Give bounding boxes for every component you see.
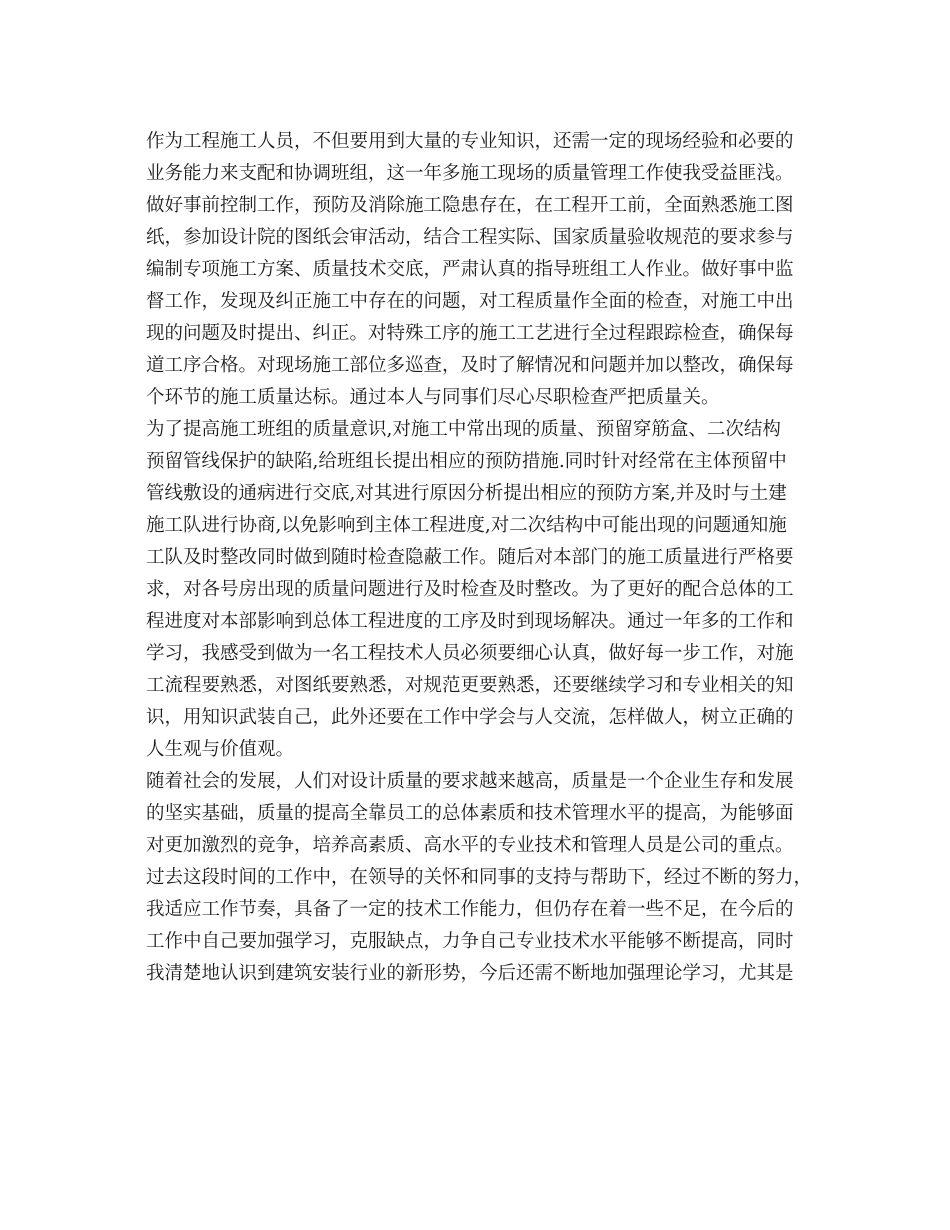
text-line: 编制专项施工方案、质量技术交底，严肃认真的指导班组工人作业。做好事中监 (146, 259, 794, 280)
text-line: 施工队进行协商,以免影响到主体工程进度,对二次结构中可能出现的问题通知施 (146, 515, 787, 536)
text-line: 求，对各号房出现的质量问题进行及时检查及时整改。为了更好的配合总体的工 (146, 579, 794, 600)
text-line: 对更加激烈的竞争，培养高素质、高水平的专业技术和管理人员是公司的重点。 (146, 835, 794, 856)
text-line: 工队及时整改同时做到随时检查隐蔽工作。随后对本部门的施工质量进行严格要 (146, 547, 794, 568)
text-line: 道工序合格。对现场施工部位多巡查，及时了解情况和问题并加以整改，确保每 (146, 355, 794, 376)
text-line: 我适应工作节奏，具备了一定的技术工作能力，但仍存在着一些不足，在今后的 (146, 899, 794, 920)
text-line: 作为工程施工人员，不但要用到大量的专业知识，还需一定的现场经验和必要的 (146, 131, 794, 152)
text-line: 业务能力来支配和协调班组，这一年多施工现场的质量管理工作使我受益匪浅。 (146, 163, 794, 184)
paragraph-1 (146, 126, 806, 190)
paragraph-2 (146, 190, 806, 414)
text-line: 程进度对本部影响到总体工程进度的工序及时到现场解决。通过一年多的工作和 (146, 611, 794, 632)
text-line: 个环节的施工质量达标。通过本人与同事们尽心尽职检查严把质量关。 (146, 387, 720, 408)
text-line: 过去这段时间的工作中，在领导的关怀和同事的支持与帮助下，经过不断的努力， (146, 867, 813, 888)
text-line: 工流程要熟悉，对图纸要熟悉，对规范更要熟悉，还要继续学习和专业相关的知 (146, 675, 794, 696)
paragraph-5 (146, 862, 813, 990)
text-line: 学习，我感受到做为一名工程技术人员必须要细心认真，做好每一步工作，对施 (146, 643, 794, 664)
text-line: 预留管线保护的缺陷,给班组长提出相应的预防措施.同时针对经常在主体预留中 (146, 451, 787, 472)
text-line: 工作中自己要加强学习，克服缺点，力争自己专业技术水平能够不断提高，同时 (146, 931, 794, 952)
text-line: 做好事前控制工作，预防及消除施工隐患存在，在工程开工前，全面熟悉施工图 (146, 195, 794, 216)
document-body (146, 126, 813, 990)
paragraph-4 (146, 766, 806, 862)
text-line: 管线敷设的通病进行交底,对其进行原因分析提出相应的预防方案,并及时与土建 (146, 483, 787, 504)
text-line: 现的问题及时提出、纠正。对特殊工序的施工工艺进行全过程跟踪检查，确保每 (146, 323, 794, 344)
text-line: 的坚实基础，质量的提高全靠员工的总体素质和技术管理水平的提高，为能够面 (146, 803, 794, 824)
text-line: 督工作，发现及纠正施工中存在的问题，对工程质量作全面的检查，对施工中出 (146, 291, 794, 312)
text-line: 识，用知识武装自己，此外还要在工作中学会与人交流，怎样做人，树立正确的 (146, 707, 794, 728)
text-line: 我清楚地认识到建筑安装行业的新形势，今后还需不断地加强理论学习，尤其是 (146, 963, 794, 984)
paragraph-3 (146, 414, 806, 766)
text-line: 人生观与价值观。 (146, 739, 295, 760)
text-line: 为了提高施工班组的质量意识,对施工中常出现的质量、预留穿筋盒、二次结构 (146, 419, 781, 440)
text-line: 纸，参加设计院的图纸会审活动，结合工程实际、国家质量验收规范的要求参与 (146, 227, 794, 248)
text-line: 随着社会的发展，人们对设计质量的要求越来越高，质量是一个企业生存和发展 (146, 771, 794, 792)
